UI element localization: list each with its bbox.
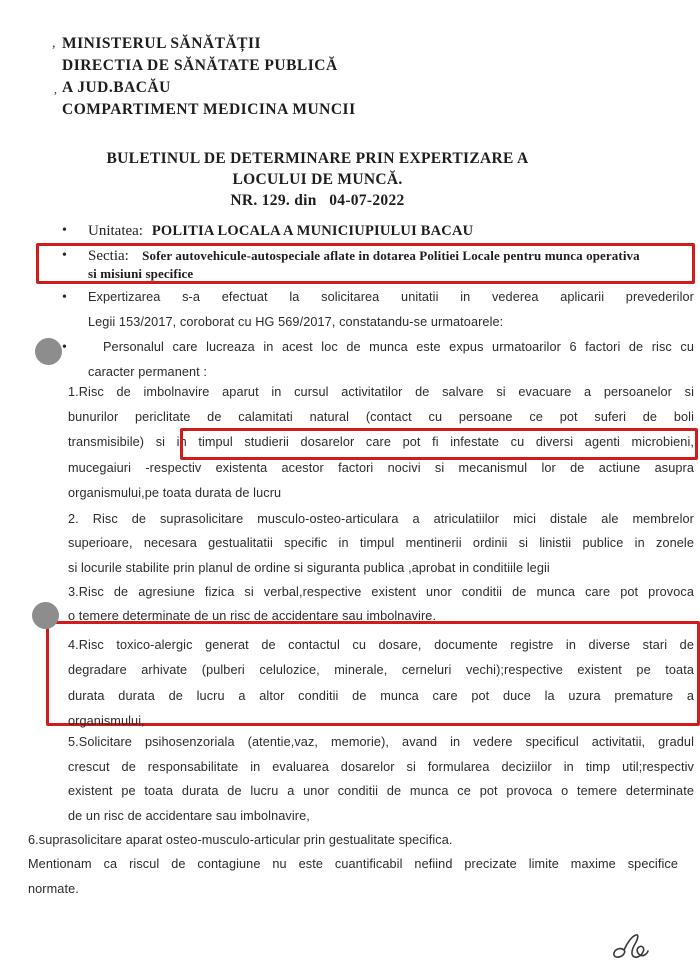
bullet-icon: • bbox=[62, 223, 67, 238]
letterhead-line: MINISTERUL SĂNĂTĂȚII bbox=[62, 35, 262, 52]
text-line: organismului,pe toata durata de lucru bbox=[68, 485, 282, 500]
bullet-personalul bbox=[62, 335, 694, 384]
text-line: Expertizarea s-a efectuat la solicitarea unitatii in vederea aplicarii prevederilor bbox=[88, 290, 694, 304]
paragraph-risc-3 bbox=[68, 580, 694, 628]
text-line: durata durata de lucru a altor conditii de munca care pot duce la uzura premature a bbox=[68, 688, 694, 703]
handwritten-mark bbox=[608, 930, 658, 971]
text-line: existent pe toata durata de lucru a unor conditii de munca ce pot provoca o temere determinate bbox=[68, 784, 694, 799]
paragraph-risc-6 bbox=[28, 828, 678, 901]
text-line: 3.Risc de agresiune fizica si verbal,respective existent unor conditii de munca care pot provoca bbox=[68, 585, 694, 599]
text-line: 6.suprasolicitare aparat osteo-musculo-articular prin gestualitate specifica. bbox=[28, 833, 453, 847]
text-line: superioare, necesara gestualitatii specific in timpul mentinerii ordinii si linistii publice in zonele bbox=[68, 536, 694, 551]
text-line: 2. Risc de suprasolicitare musculo-osteo-articulara a atriculatiilor mici distale ale membrelor bbox=[68, 512, 694, 526]
text-line: Mentionam ca riscul de contagiune nu este cuantificabil nefiind precizate limite maxime specifice bbox=[28, 857, 678, 872]
letterhead bbox=[62, 33, 356, 121]
text-line: organismului, bbox=[68, 713, 145, 728]
sectia-value-line: si misiuni specifice bbox=[88, 266, 194, 281]
bullet-icon: • bbox=[62, 248, 67, 263]
unitatea-value: POLITIA LOCALA A MUNICIUPIULUI BACAU bbox=[151, 223, 474, 239]
letterhead-line: A JUD.BACĂU bbox=[62, 79, 171, 96]
paragraph-risc-5 bbox=[68, 730, 694, 829]
text-line: de un risc de accidentare sau imbolnavire, bbox=[68, 809, 310, 824]
bullet-icon: • bbox=[62, 290, 68, 305]
bullet-expertizarea bbox=[62, 285, 694, 334]
paragraph-risc-4 bbox=[68, 633, 694, 734]
letterhead-line: COMPARTIMENT MEDICINA MUNCII bbox=[62, 101, 356, 118]
text-line: degradare arhivate (pulberi celulozice, minerale, cerneluri vechi);respective existent pe toata bbox=[68, 663, 694, 678]
sectia-value-line: Sofer autovehicule-autospeciale aflate in dotarea Politiei Locale pentru munca operativa bbox=[142, 248, 640, 263]
hole-punch-mark bbox=[32, 602, 59, 629]
scan-artifact-comma: , bbox=[52, 36, 56, 51]
text-line: si locurile stabilite prin planul de ordine si siguranta publica ,aprobat in conditiile legii bbox=[68, 560, 550, 575]
bullet-icon: • bbox=[62, 340, 68, 355]
text-line: o temere determinate de un risc de accidentare sau imbolnavire. bbox=[68, 609, 437, 623]
scan-artifact-comma: , bbox=[54, 82, 57, 96]
text-line: mucegaiuri -respectiv existenta acestor factori nocivi si mecanismul lor de actiune asupra bbox=[68, 460, 694, 475]
title-line: LOCULUI DE MUNCĂ. bbox=[232, 171, 403, 188]
title-number-date: NR. 129. din 04-07-2022 bbox=[230, 192, 405, 209]
text-line: 4.Risc toxico-alergic generat de contactul cu dosare, documente registre in diverse stari de bbox=[68, 638, 694, 652]
letterhead-line: DIRECTIA DE SĂNĂTATE PUBLICĂ bbox=[62, 57, 338, 74]
text-line: crescut de responsabilitate in evaluarea dosarelor si formularea deciziilor in timp util;respectiv bbox=[68, 759, 694, 774]
paragraph-risc-1 bbox=[68, 380, 694, 506]
bullet-sectia bbox=[62, 247, 694, 282]
sectia-label: Sectia: bbox=[88, 248, 129, 264]
text-line: bunurilor periclitate de calamitati natural (contact cu persoane ce pot suferi de boli bbox=[68, 410, 694, 425]
text-line: 1.Risc de imbolnavire aparut in cursul activitatilor de salvare si evacuare a persoanelor si bbox=[68, 385, 694, 399]
title-line: BULETINUL DE DETERMINARE PRIN EXPERTIZARE A bbox=[106, 150, 529, 167]
text-line: 5.Solicitare psihosenzoriala (atentie,vaz, memorie), avand in vedere specificul activitatii, gradul bbox=[68, 735, 694, 749]
paragraph-risc-2 bbox=[68, 507, 694, 580]
bullet-unitatea bbox=[62, 222, 692, 240]
document-title bbox=[35, 148, 600, 211]
text-line: normate. bbox=[28, 881, 79, 896]
text-line: Legii 153/2017, coroborat cu HG 569/2017, constatandu-se urmatoarele: bbox=[88, 314, 504, 329]
text-line: caracter permanent : bbox=[88, 364, 208, 379]
unitatea-label: Unitatea: bbox=[88, 223, 143, 239]
text-line: transmisibile) si in timpul studierii dosarelor care pot fi infestate cu diversi agenti microbieni, bbox=[68, 435, 694, 450]
hole-punch-mark bbox=[35, 338, 62, 365]
text-line: Personalul care lucreaza in acest loc de munca este expus urmatoarilor 6 factori de risc cu bbox=[103, 340, 694, 354]
